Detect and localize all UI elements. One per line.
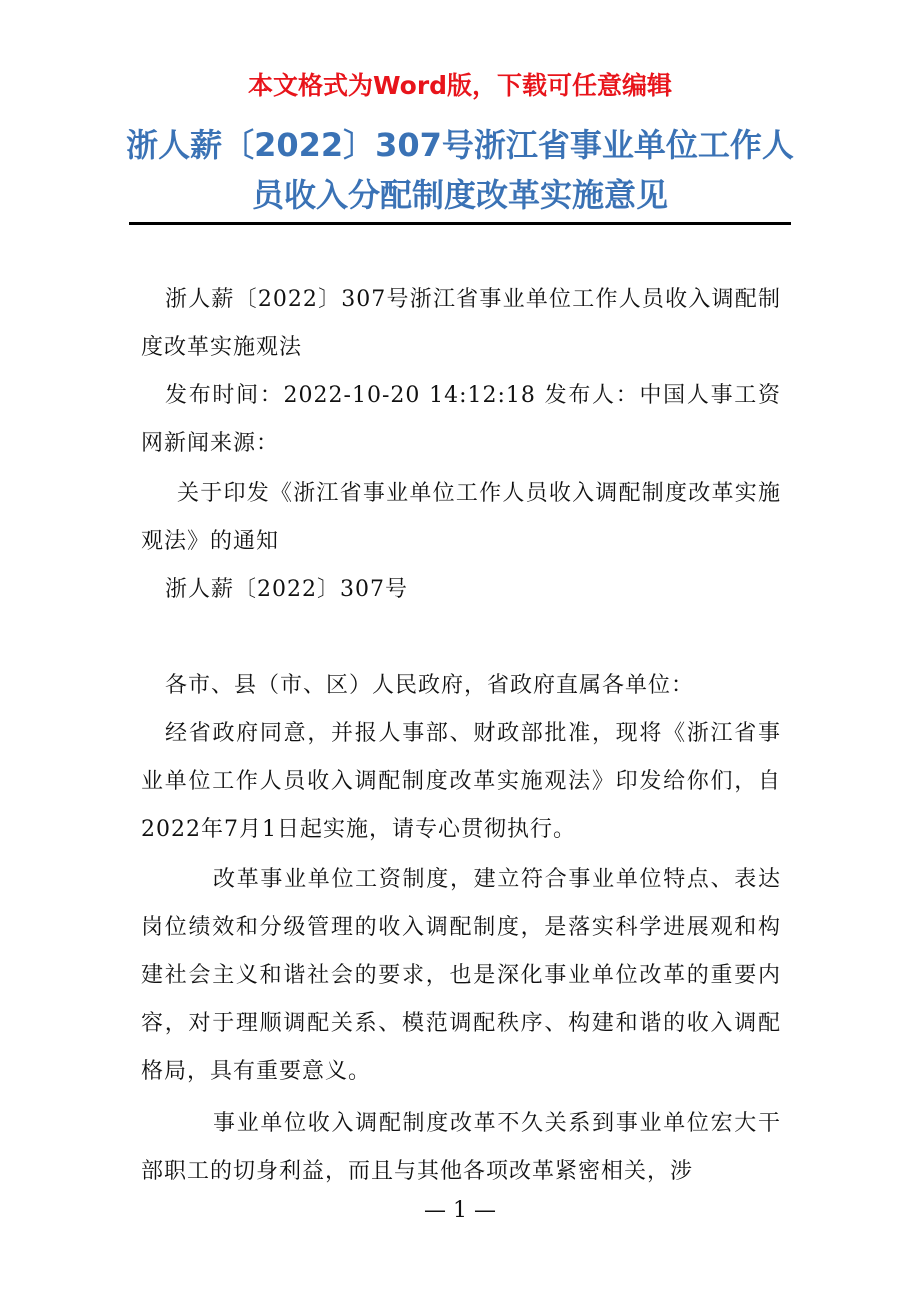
word-format-banner: 本文格式为Word版，下载可任意编辑: [247, 71, 673, 100]
paragraph-reform-significance: 改革事业单位工资制度，建立符合事业单位特点、表达岗位绩效和分级管理的收入调配制度，是落实科学进展观和构建社会主义和谐社会的要求，也是深化事业单位改革的重要内容，对于理顺调配关系、模范调配秩序、构建和谐的收入调配格局，具有重要意义。: [141, 867, 781, 1084]
paragraph-notice-title: 关于印发《浙江省事业单位工作人员收入调配制度改革实施观法》的通知: [141, 481, 781, 554]
paragraph-recipients: 各市、县（市、区）人民政府，省政府直属各单位：: [165, 673, 695, 698]
paragraph-heading: 浙人薪〔2022〕307号浙江省事业单位工作人员收入调配制度改革实施观法: [141, 287, 781, 360]
paragraph-publish-info: 发布时间：2022-10-20 14:12:18 发布人：中国人事工资网新闻来源：: [141, 383, 781, 456]
document-title: 浙人薪〔2022〕307号浙江省事业单位工作人员收入分配制度改革实施意见: [126, 126, 794, 214]
paragraph-doc-number: 浙人薪〔2022〕307号: [165, 577, 408, 602]
title-divider: [129, 222, 791, 225]
paragraph-approval: 经省政府同意，并报人事部、财政部批准，现将《浙江省事业单位工作人员收入调配制度改革实施观法》印发给你们，自2022年7月1日起实施，请专心贯彻执行。: [141, 721, 781, 842]
page-number: — 1 —: [424, 1198, 496, 1223]
paragraph-reform-scope: 事业单位收入调配制度改革不久关系到事业单位宏大干部职工的切身利益，而且与其他各项改革紧密相关，涉: [141, 1111, 781, 1184]
